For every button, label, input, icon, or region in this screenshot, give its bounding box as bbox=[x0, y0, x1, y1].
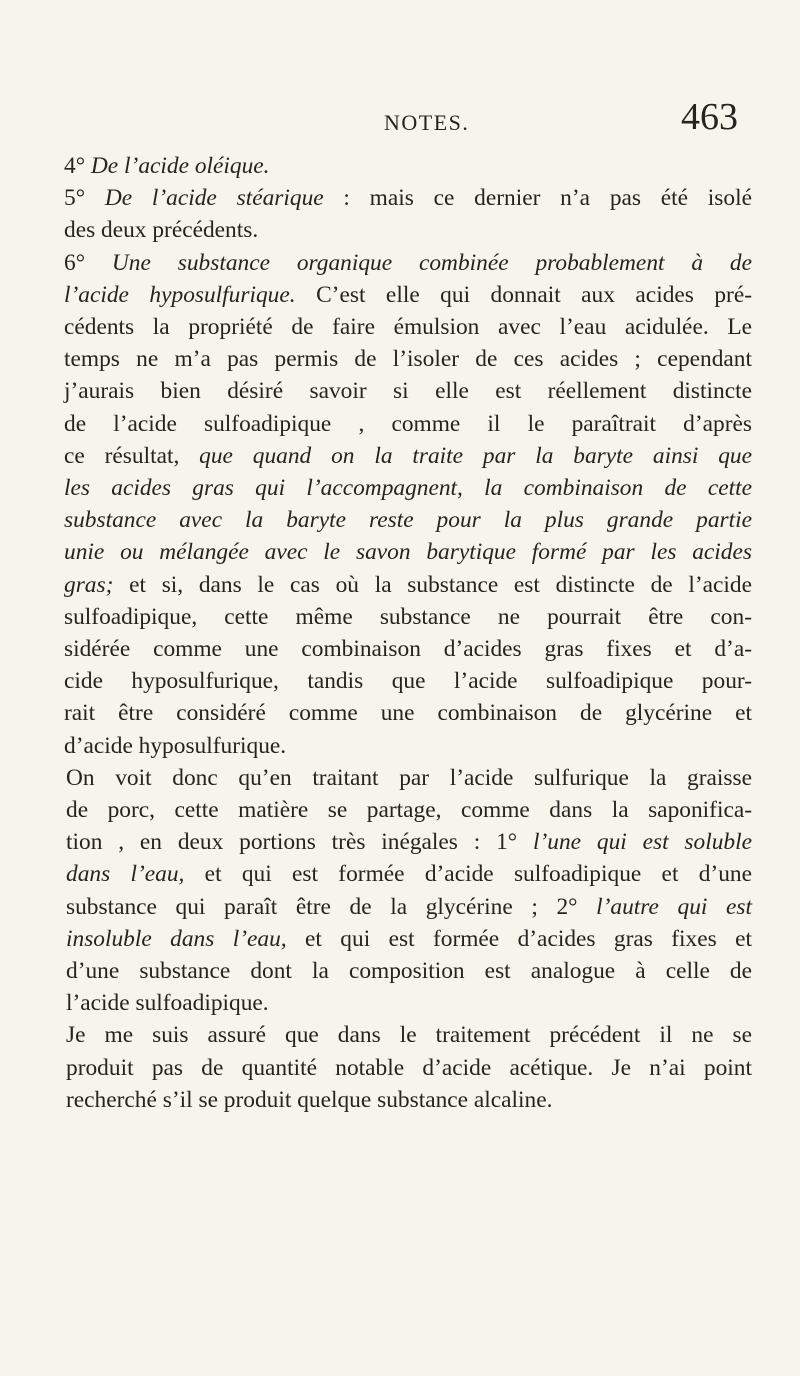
text-span: temps ne m’a pas permis de l’isoler de ces acides ; cependant bbox=[64, 346, 752, 373]
text-span: l’acide sulfoadipique. bbox=[66, 990, 269, 1017]
paragraph-5 bbox=[40, 1019, 752, 1116]
text-line bbox=[40, 923, 752, 955]
text-line bbox=[40, 504, 752, 536]
text-line bbox=[40, 182, 752, 214]
text-span: 5° bbox=[64, 185, 105, 212]
text-line bbox=[40, 1084, 752, 1116]
text-line bbox=[40, 1019, 752, 1051]
text-line bbox=[40, 569, 752, 601]
text-span: sulfoadipique, cette même substance ne pourrait être con- bbox=[64, 603, 752, 630]
text-line bbox=[40, 665, 752, 697]
text-span: 6° bbox=[64, 249, 112, 276]
text-line bbox=[40, 891, 752, 923]
text-span: substance qui paraît être de la glycérine ; 2° bbox=[66, 893, 597, 920]
text-span: d’une substance dont la composition est analogue à celle de bbox=[66, 958, 752, 985]
text-line bbox=[40, 440, 752, 472]
paragraph-4 bbox=[40, 762, 752, 1020]
italic-span: que quand on la traite par la baryte ainsi que bbox=[199, 442, 752, 469]
italic-span: insoluble dans l’eau, bbox=[66, 925, 287, 952]
text-span: rait être considéré comme une combinaison de glycérine et bbox=[64, 700, 752, 727]
text-line bbox=[40, 762, 752, 794]
text-line bbox=[40, 472, 752, 504]
text-line bbox=[40, 730, 752, 762]
text-line bbox=[40, 343, 752, 375]
text-span: cédents la propriété de faire émulsion avec l’eau acidulée. Le bbox=[64, 314, 752, 341]
text-line bbox=[40, 150, 752, 182]
text-span: On voit donc qu’en traitant par l’acide sulfurique la graisse bbox=[66, 764, 752, 791]
text-line bbox=[40, 858, 752, 890]
paragraph-1 bbox=[40, 150, 752, 182]
text-span: ce résultat, bbox=[64, 442, 200, 469]
paragraph-2 bbox=[40, 182, 752, 246]
italic-span: De l’acide stéarique bbox=[104, 185, 324, 212]
running-head: NOTES. bbox=[384, 110, 470, 135]
text-line bbox=[40, 955, 752, 987]
text-line bbox=[40, 279, 752, 311]
text-line bbox=[40, 408, 752, 440]
text-span: de l’acide sulfoadipique , comme il le paraîtrait d’après bbox=[64, 410, 752, 437]
text-line bbox=[40, 375, 752, 407]
italic-span: gras; bbox=[64, 571, 114, 598]
text-span: : mais ce dernier n’a pas été isolé bbox=[323, 185, 752, 212]
italic-span: l’une qui est soluble bbox=[532, 829, 752, 856]
italic-span: les acides gras qui l’accompagnent, la combinaison de cette bbox=[64, 475, 752, 502]
text-span: recherché s’il se produit quelque substance alcaline. bbox=[66, 1086, 553, 1113]
text-line bbox=[40, 214, 752, 246]
text-line bbox=[40, 311, 752, 343]
text-span: et qui est formée d’acides gras fixes et bbox=[286, 925, 752, 952]
italic-span: dans l’eau, bbox=[66, 861, 185, 888]
italic-span: unie ou mélangée avec le savon barytique formé par les acides bbox=[64, 539, 752, 566]
text-line bbox=[40, 601, 752, 633]
text-line bbox=[40, 987, 752, 1019]
text-line bbox=[40, 697, 752, 729]
body-text bbox=[40, 150, 752, 1116]
italic-span: l’autre qui est bbox=[596, 893, 752, 920]
text-line bbox=[40, 1052, 752, 1084]
text-span: 4° bbox=[64, 153, 91, 179]
text-span: sidérée comme une combinaison d’acides gras fixes et d’a- bbox=[64, 636, 752, 663]
text-span: j’aurais bien désiré savoir si elle est réellement distincte bbox=[64, 378, 752, 405]
text-line bbox=[40, 536, 752, 568]
text-span: et si, dans le cas où la substance est distincte de l’acide bbox=[113, 571, 752, 598]
text-span: Je me suis assuré que dans le traitement précédent il ne se bbox=[66, 1022, 752, 1049]
italic-span: l’acide hyposulfurique. bbox=[64, 281, 296, 308]
text-line bbox=[40, 826, 752, 858]
text-span: tion , en deux portions très inégales : 1° bbox=[66, 829, 533, 856]
text-line bbox=[40, 633, 752, 665]
text-line bbox=[40, 247, 752, 279]
page-header bbox=[0, 92, 800, 152]
text-span: C’est elle qui donnait aux acides pré- bbox=[295, 281, 753, 308]
text-line bbox=[40, 794, 752, 826]
text-span: de porc, cette matière se partage, comme dans la saponifica- bbox=[66, 797, 752, 824]
italic-span: De l’acide oléique. bbox=[90, 153, 270, 179]
text-span: cide hyposulfurique, tandis que l’acide sulfoadipique pour- bbox=[64, 668, 752, 695]
paragraph-3 bbox=[40, 247, 752, 762]
text-span: et qui est formée d’acide sulfoadipique et d’une bbox=[184, 861, 752, 888]
text-span: d’acide hyposulfurique. bbox=[64, 732, 287, 759]
italic-span: substance avec la baryte reste pour la plus grande partie bbox=[64, 507, 752, 534]
text-span: produit pas de quantité notable d’acide acétique. Je n’ai point bbox=[66, 1054, 752, 1081]
italic-span: Une substance organique combinée probablement à de bbox=[111, 249, 752, 276]
text-span: des deux précédents. bbox=[64, 217, 259, 244]
page-number: 463 bbox=[681, 96, 738, 138]
